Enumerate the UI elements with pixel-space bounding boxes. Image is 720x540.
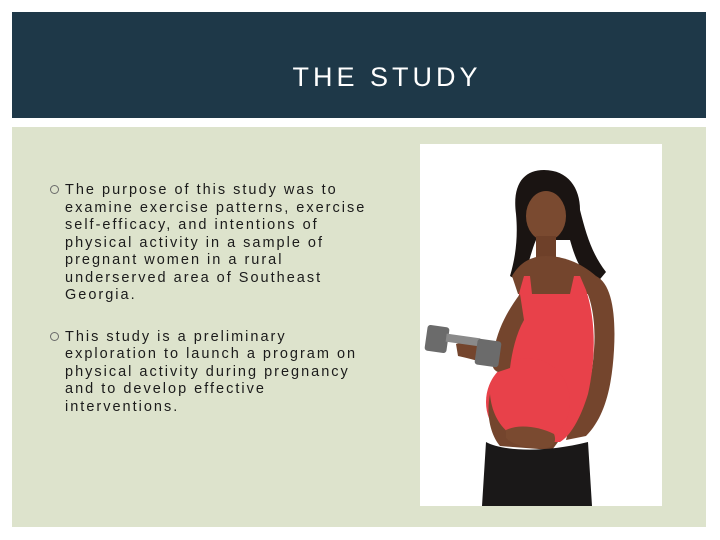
bullet-item-purpose: [50, 182, 370, 305]
photo-pregnant-woman-exercising: [420, 144, 662, 506]
bullet-text: This study is a preliminary exploration to launch a program on physical activity during pregnancy and to develop effective interventions.: [65, 328, 358, 415]
bullet-list: [50, 182, 370, 440]
bullet-text: The purpose of this study was to examine exercise patterns, exercise self-efficacy, and intentions of physical activity in a sample of pregnant women in a rural underserved area of Southeast Georgia.: [65, 182, 367, 303]
woman-illustration: [420, 144, 662, 506]
slide-title: THE STUDY: [292, 62, 482, 92]
bullet-circle-icon: [50, 185, 59, 194]
title-bar: [12, 12, 706, 118]
bullet-circle-icon: [50, 332, 59, 341]
bullet-item-exploration: [50, 329, 370, 417]
